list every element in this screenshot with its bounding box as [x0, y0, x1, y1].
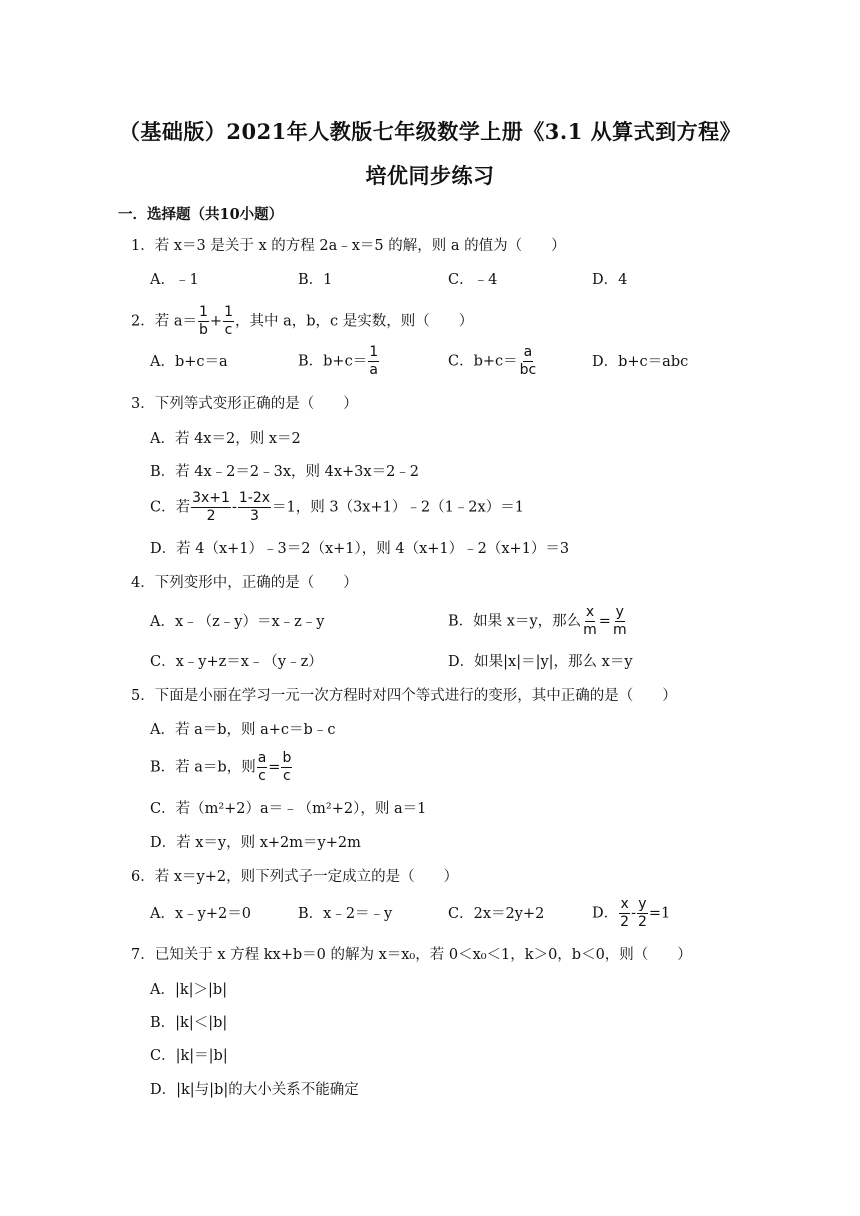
- question-7-option-c: C．|k|＝|b|: [150, 1048, 228, 1064]
- question-6-option-b: B．x﹣2＝﹣y: [298, 906, 393, 922]
- question-1-option-d: D．4: [592, 272, 628, 288]
- fraction: [582, 605, 598, 638]
- denominator: m: [583, 622, 597, 638]
- section-heading: 一．选择题（共10小题）: [118, 206, 284, 223]
- question-5-option-b: B．若 a＝b，则 $\frac{a}{c}$ = $\frac{b}{c}$: [150, 750, 292, 784]
- question-3-option-a: A．若 4x＝2，则 x＝2: [150, 431, 301, 447]
- question-2-stem-post: ，其中 a，b，c 是实数，则（ ）: [234, 313, 474, 330]
- question-6-option-d: D． $\frac{x}{2}$ - $\frac{y}{2}$ =1: [592, 896, 671, 930]
- numerator: 3x+1: [192, 490, 230, 506]
- denominator: c: [283, 768, 291, 784]
- option-text: B．b+c＝: [298, 353, 368, 370]
- question-3-option-b: B．若 4x﹣2＝2﹣3x，则 4x+3x＝2﹣2: [150, 464, 420, 480]
- fraction: [198, 305, 209, 338]
- option-text: B．如果 x＝y，那么: [448, 613, 582, 630]
- question-2-stem: 2．若 a＝ $\frac{1}{b}$ + $\frac{1}{c}$ ，其中 a，b，c 是实数，则（ ）: [131, 304, 474, 338]
- option-text: ＝1，则 3（3x+1）﹣2（1﹣2x）＝1: [272, 499, 524, 516]
- document-title-line2: 培优同步练习: [365, 163, 495, 188]
- question-1-stem: 1．若 x＝3 是关于 x 的方程 2a﹣x＝5 的解，则 a 的值为（ ）: [131, 238, 566, 254]
- question-2-option-d: D．b+c＝abc: [592, 354, 689, 370]
- denominator: 2: [637, 914, 647, 930]
- question-4-option-b: B．如果 x＝y，那么 $\frac{x}{m}$ = $\frac{y}{m}$: [448, 604, 627, 638]
- question-5-option-d: D．若 x＝y，则 x+2m＝y+2m: [150, 835, 361, 851]
- question-4-option-d: D．如果|x|＝|y|，那么 x＝y: [448, 654, 633, 670]
- question-3-stem: 3．下列等式变形正确的是（ ）: [131, 396, 358, 412]
- denominator: bc: [519, 362, 537, 378]
- question-6-option-c: C．2x＝2y+2: [448, 906, 545, 922]
- question-7-stem: 7．已知关于 x 方程 kx+b＝0 的解为 x＝x₀，若 0＜x₀＜1，k＞0，b＜0，则（ ）: [131, 947, 692, 963]
- numerator: 1: [198, 304, 208, 320]
- question-7-option-d: D．|k|与|b|的大小关系不能确定: [150, 1082, 359, 1098]
- numerator: x: [585, 604, 595, 620]
- numerator: y: [615, 604, 624, 620]
- denominator: m: [612, 622, 627, 638]
- fraction: [368, 345, 379, 378]
- question-1-option-a: A．﹣1: [150, 272, 199, 288]
- numerator: 1-2x: [238, 490, 271, 506]
- question-4-stem: 4．下列变形中，正确的是（ ）: [131, 575, 358, 591]
- numerator: x: [620, 896, 629, 912]
- denominator: a: [369, 362, 378, 378]
- numerator: b: [282, 750, 292, 766]
- question-3-option-d: D．若 4（x+1）﹣3＝2（x+1），则 4（x+1）﹣2（x+1）＝3: [150, 541, 570, 557]
- question-6-option-a: A．x﹣y+2＝0: [150, 906, 251, 922]
- question-7-option-b: B．|k|＜|b|: [150, 1015, 228, 1031]
- question-2-option-b: [298, 345, 380, 378]
- numerator: a: [257, 750, 267, 766]
- question-5-option-c: C．若（m²+2）a＝﹣（m²+2），则 a＝1: [150, 801, 427, 817]
- fraction: [223, 305, 234, 338]
- question-2-option-a: A．b+c＝a: [150, 354, 228, 370]
- question-2-stem-pre: 2．若 a＝: [131, 313, 197, 330]
- question-7-option-a: A．|k|＞|b|: [150, 982, 228, 998]
- numerator: a: [523, 344, 533, 360]
- fraction: [519, 345, 538, 378]
- denominator: c: [258, 768, 266, 784]
- question-6-stem: 6．若 x＝y+2，则下列式子一定成立的是（ ）: [131, 869, 459, 885]
- fraction: [619, 897, 630, 930]
- option-text: C．若: [150, 499, 191, 516]
- denominator: 3: [249, 508, 259, 524]
- fraction: [238, 491, 271, 524]
- option-text: B．若 a＝b，则: [150, 759, 256, 776]
- question-1-option-c: C．﹣4: [448, 272, 498, 288]
- option-text: =1: [648, 905, 671, 922]
- denominator: 2: [620, 914, 630, 930]
- fraction: [637, 897, 648, 930]
- fraction: [281, 751, 292, 784]
- option-text: D．: [592, 905, 619, 922]
- denominator: c: [224, 322, 233, 338]
- question-5-option-a: A．若 a＝b，则 a+c＝b﹣c: [150, 722, 336, 738]
- question-3-option-c: C．若 $\frac{3x+1}{2}$ - $\frac{1-2x}{3}$ ＝1，则 3（3x+1）﹣2（1﹣2x）＝1: [150, 490, 524, 524]
- question-2-option-c: [448, 345, 538, 378]
- denominator: 2: [206, 508, 216, 524]
- question-1-option-b: B．1: [298, 272, 333, 288]
- denominator: b: [199, 322, 208, 338]
- numerator: y: [638, 896, 647, 912]
- fraction: [612, 605, 628, 638]
- numerator: 1: [224, 304, 233, 320]
- question-4-option-c: C．x﹣y+z＝x﹣（y﹣z）: [150, 654, 323, 670]
- question-5-stem: 5．下面是小丽在学习一元一次方程时对四个等式进行的变形，其中正确的是（ ）: [131, 688, 677, 704]
- fraction: [257, 751, 268, 784]
- question-4-option-a: A．x﹣（z﹣y）＝x﹣z﹣y: [150, 614, 325, 630]
- option-text: C．b+c＝: [448, 353, 518, 370]
- fraction: [191, 491, 231, 524]
- document-title-line1: （基础版）2021年人教版七年级数学上册《3.1 从算式到方程》: [118, 119, 742, 144]
- numerator: 1: [369, 344, 379, 360]
